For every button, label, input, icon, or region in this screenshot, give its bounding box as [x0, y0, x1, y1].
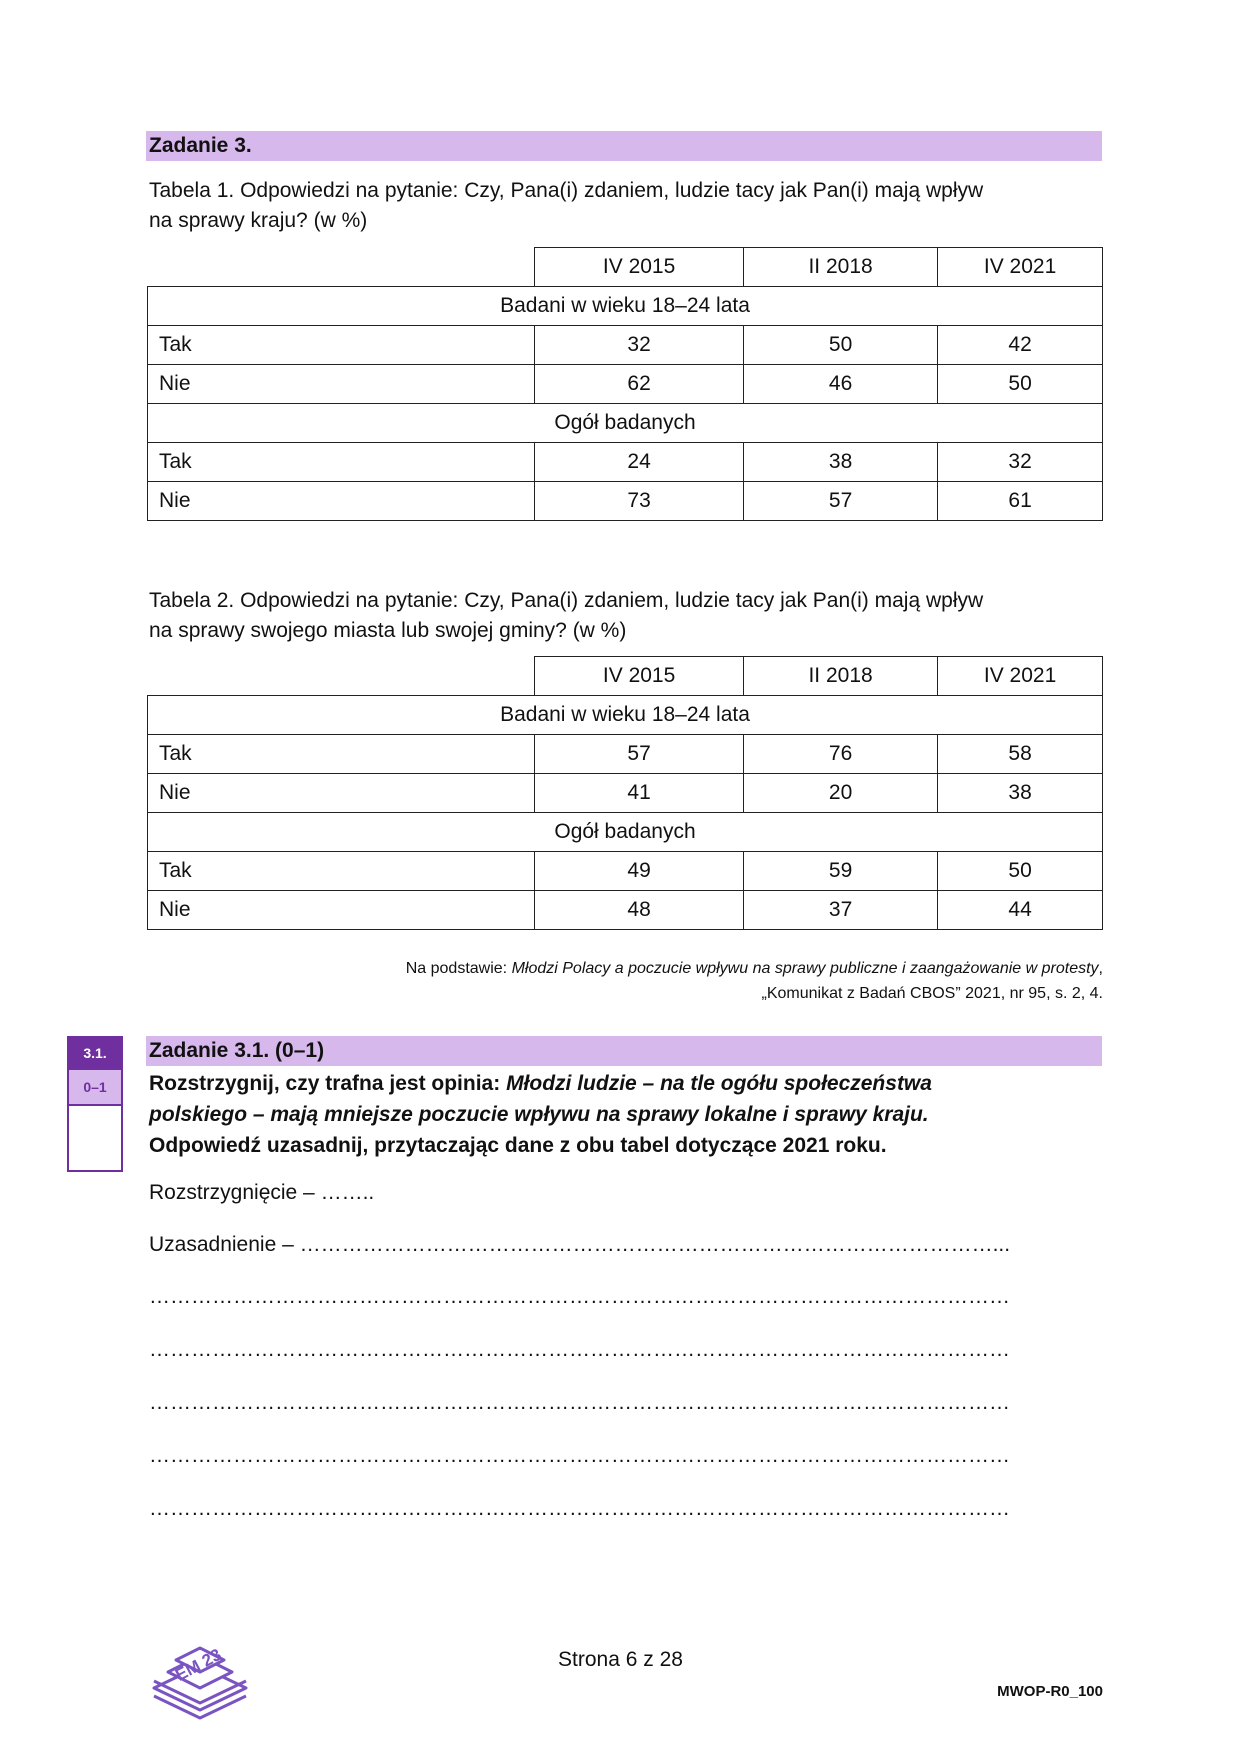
table-row: [148, 852, 1103, 891]
table-cell: 59: [744, 852, 938, 891]
table2-caption-line1: Tabela 2. Odpowiedzi na pytanie: Czy, Pana(i) zdaniem, ludzie tacy jak Pan(i) mają wpływ: [149, 589, 984, 612]
answer-dotted-line[interactable]: ……………………………………………………………………………………………………………: [149, 1338, 1010, 1361]
instruction-lead: Rozstrzygnij, czy trafna jest opinia:: [149, 1072, 507, 1095]
score-entry-field[interactable]: [69, 1106, 121, 1170]
table-header-row: [148, 657, 1103, 696]
table1-caption: [149, 176, 1079, 236]
table-row: [148, 443, 1103, 482]
instruction-line2: [149, 1099, 1099, 1130]
table1: [147, 247, 1103, 521]
table-cell: 32: [938, 443, 1103, 482]
group-label: Ogół badanych: [148, 813, 1103, 852]
table-row: [148, 891, 1103, 930]
empty-corner-cell: [148, 248, 535, 287]
group-row: [148, 813, 1103, 852]
logo-text: EM 23: [172, 1644, 225, 1685]
table-cell: 32: [535, 326, 744, 365]
row-label: Tak: [148, 852, 535, 891]
table2-caption-line2: na sprawy swojego miasta lub swojej gminy? (w %): [149, 619, 627, 642]
row-label: Nie: [148, 482, 535, 521]
table-cell: 76: [744, 735, 938, 774]
empty-corner-cell: [148, 657, 535, 696]
justification-answer-line[interactable]: Uzasadnienie – ………………………………………………………………………………………...: [149, 1233, 1011, 1256]
answer-dotted-line[interactable]: ……………………………………………………………………………………………………………: [149, 1444, 1010, 1467]
column-header: IV 2021: [938, 657, 1103, 696]
task-header: Zadanie 3.: [146, 131, 1102, 161]
table-row: [148, 365, 1103, 404]
table-row: [148, 735, 1103, 774]
source-line1: [203, 956, 1103, 981]
group-label: Badani w wieku 18–24 lata: [148, 287, 1103, 326]
decision-answer-line[interactable]: Rozstrzygnięcie – ……..: [149, 1181, 375, 1204]
table-cell: 24: [535, 443, 744, 482]
score-task-number: 3.1.: [69, 1038, 121, 1068]
subtask-header: Zadanie 3.1. (0–1): [146, 1036, 1102, 1066]
table-cell: 46: [744, 365, 938, 404]
group-row: [148, 696, 1103, 735]
instruction-line1: [149, 1068, 1099, 1099]
document-code: MWOP-R0_100: [997, 1683, 1103, 1700]
column-header: IV 2015: [535, 657, 744, 696]
table-cell: 50: [744, 326, 938, 365]
table-cell: 41: [535, 774, 744, 813]
table-cell: 61: [938, 482, 1103, 521]
row-label: Nie: [148, 774, 535, 813]
table-cell: 50: [938, 852, 1103, 891]
table-cell: 38: [744, 443, 938, 482]
table-cell: 57: [535, 735, 744, 774]
table-cell: 48: [535, 891, 744, 930]
row-label: Tak: [148, 443, 535, 482]
task-instruction: [149, 1068, 1099, 1161]
group-label: Badani w wieku 18–24 lata: [148, 696, 1103, 735]
table-cell: 57: [744, 482, 938, 521]
score-box: [67, 1036, 123, 1172]
table-row: [148, 482, 1103, 521]
table-cell: 37: [744, 891, 938, 930]
source-line2: „Komunikat z Badań CBOS” 2021, nr 95, s. 2, 4.: [761, 985, 1103, 1002]
source-citation: [203, 956, 1103, 1006]
table-cell: 50: [938, 365, 1103, 404]
table-cell: 38: [938, 774, 1103, 813]
table2: [147, 656, 1103, 930]
table1-caption-line2: na sprawy kraju? (w %): [149, 209, 368, 232]
row-label: Tak: [148, 735, 535, 774]
table-row: [148, 326, 1103, 365]
table2-caption: [149, 586, 1079, 646]
table-row: [148, 774, 1103, 813]
row-label: Tak: [148, 326, 535, 365]
instruction-opinion: Młodzi ludzie – na tle ogółu społeczeństwa: [506, 1072, 932, 1095]
table-cell: 58: [938, 735, 1103, 774]
table-cell: 73: [535, 482, 744, 521]
score-points-range: 0–1: [69, 1068, 121, 1106]
row-label: Nie: [148, 891, 535, 930]
answer-dotted-line[interactable]: ……………………………………………………………………………………………………………: [149, 1391, 1010, 1414]
instruction-opinion-cont: polskiego – mają mniejsze poczucie wpływu na sprawy lokalne i sprawy kraju.: [149, 1103, 929, 1126]
answer-dotted-line[interactable]: ……………………………………………………………………………………………………………: [149, 1285, 1010, 1308]
source-title-suffix: ,: [1098, 960, 1103, 977]
answer-dotted-line[interactable]: ……………………………………………………………………………………………………………: [149, 1497, 1010, 1520]
source-title: Młodzi Polacy a poczucie wpływu na sprawy publiczne i zaangażowanie w protesty: [511, 960, 1099, 977]
table1-caption-line1: Tabela 1. Odpowiedzi na pytanie: Czy, Pana(i) zdaniem, ludzie tacy jak Pan(i) mają wpływ: [149, 179, 984, 202]
source-prefix: Na podstawie:: [405, 960, 512, 977]
column-header: II 2018: [744, 248, 938, 287]
table-header-row: [148, 248, 1103, 287]
row-label: Nie: [148, 365, 535, 404]
table-cell: 42: [938, 326, 1103, 365]
page-number: Strona 6 z 28: [558, 1648, 683, 1671]
table-cell: 44: [938, 891, 1103, 930]
table-cell: 49: [535, 852, 744, 891]
group-label: Ogół badanych: [148, 404, 1103, 443]
table-cell: 20: [744, 774, 938, 813]
group-row: [148, 404, 1103, 443]
table-cell: 62: [535, 365, 744, 404]
column-header: IV 2015: [535, 248, 744, 287]
column-header: II 2018: [744, 657, 938, 696]
instruction-line3: Odpowiedź uzasadnij, przytaczając dane z obu tabel dotyczące 2021 roku.: [149, 1134, 887, 1157]
column-header: IV 2021: [938, 248, 1103, 287]
group-row: [148, 287, 1103, 326]
